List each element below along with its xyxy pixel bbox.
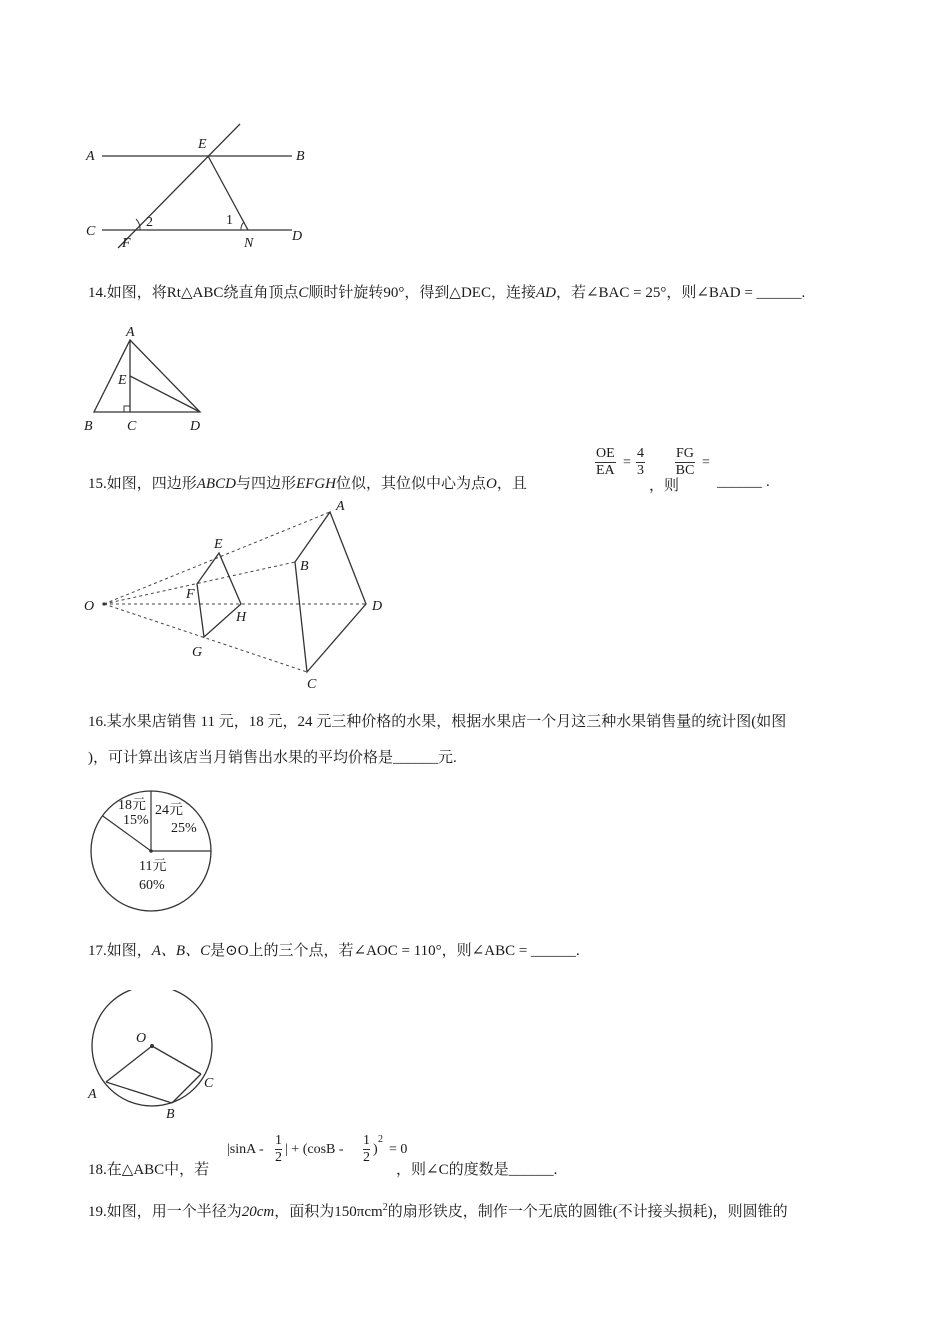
question-14: 14.如图，将Rt△ABC绕直角顶点C顺时针旋转90°，得到△DEC，连接AD，若∠BAC = 25°，则∠BAD = ______. [88, 285, 806, 301]
label-a: A [336, 499, 345, 514]
question-15-then: ，则 [649, 478, 680, 494]
label-d: D [292, 229, 303, 244]
answer-blank-18[interactable]: ______ [508, 1162, 554, 1178]
question-15: 15.如图，四边形ABCD与四边形EFGH位似，其位似中心为点O，且 [88, 476, 527, 492]
answer-blank-14[interactable]: ______ [756, 285, 802, 301]
label-a: A [126, 325, 135, 340]
fraction-fg-bc: $\frac{FG}{BC}$ [675, 446, 695, 478]
equals-sign: = [623, 455, 631, 470]
label-b: B [84, 419, 93, 434]
figure-14-triangle-rotation [80, 320, 220, 436]
label-f: F [122, 236, 131, 251]
answer-blank-15[interactable]: ______ [717, 474, 762, 490]
answer-blank-17[interactable]: ______ [531, 943, 577, 959]
fraction-4-3: $\frac{4}{3}$ [637, 446, 644, 478]
label-o: O [84, 599, 95, 614]
label-e: E [214, 537, 223, 552]
slice-label-24: 24元 [155, 803, 183, 818]
slice-label-18: 18元 [118, 798, 146, 813]
label-o: O [136, 1031, 147, 1046]
label-b: B [166, 1107, 175, 1122]
fraction-oe-ea: $\frac{OE}{EA}$ [596, 446, 615, 478]
label-f: F [186, 587, 195, 602]
slice-pct-11: 60% [139, 878, 165, 893]
label-e: E [198, 137, 207, 152]
question-15-end: . [766, 474, 770, 490]
question-18-suffix: ，则∠C的度数是______. [396, 1162, 558, 1178]
figure-17-circle-angles [80, 990, 230, 1124]
label-c: C [307, 677, 317, 692]
label-h: H [236, 610, 247, 625]
slice-pct-18: 15% [123, 813, 149, 828]
equals-sign-2: = [702, 455, 710, 470]
label-d: D [372, 599, 383, 614]
label-c: C [86, 224, 96, 239]
label-a: A [88, 1087, 97, 1102]
angle-2-label: 2 [146, 215, 153, 230]
label-c: C [127, 419, 137, 434]
label-d: D [190, 419, 201, 434]
label-g: G [192, 645, 203, 660]
label-b: B [300, 559, 309, 574]
question-18-prefix: 18.在△ABC中，若 [88, 1162, 210, 1178]
label-e: E [118, 373, 127, 388]
label-c: C [204, 1076, 214, 1091]
figure-16-pie-chart [85, 788, 217, 914]
angle-1-label: 1 [226, 213, 233, 228]
figure-15-homothety [80, 492, 400, 692]
question-16-line-2: )，可计算出该店当月销售出水果的平均价格是______元. [88, 750, 457, 766]
slice-pct-24: 25% [171, 821, 197, 836]
label-n: N [244, 236, 254, 251]
slice-label-11: 11元 [139, 859, 167, 874]
label-b: B [296, 149, 305, 164]
question-17: 17.如图，A、B、C是⊙O上的三个点，若∠AOC = 110°，则∠ABC = ______. [88, 943, 580, 959]
figure-13-parallel-lines [80, 118, 320, 258]
answer-blank-16[interactable]: ______ [393, 750, 438, 766]
label-a: A [86, 149, 95, 164]
question-16-line-1: 16.某水果店销售 11 元，18 元，24 元三种价格的水果，根据水果店一个月这三种水果销售量的统计图(如图 [88, 714, 787, 730]
question-19: 19.如图，用一个半径为20cm，面积为150πcm$^2$的扇形铁皮，制作一个无底的圆锥(不计接头损耗)，则圆锥的 [88, 1202, 788, 1220]
